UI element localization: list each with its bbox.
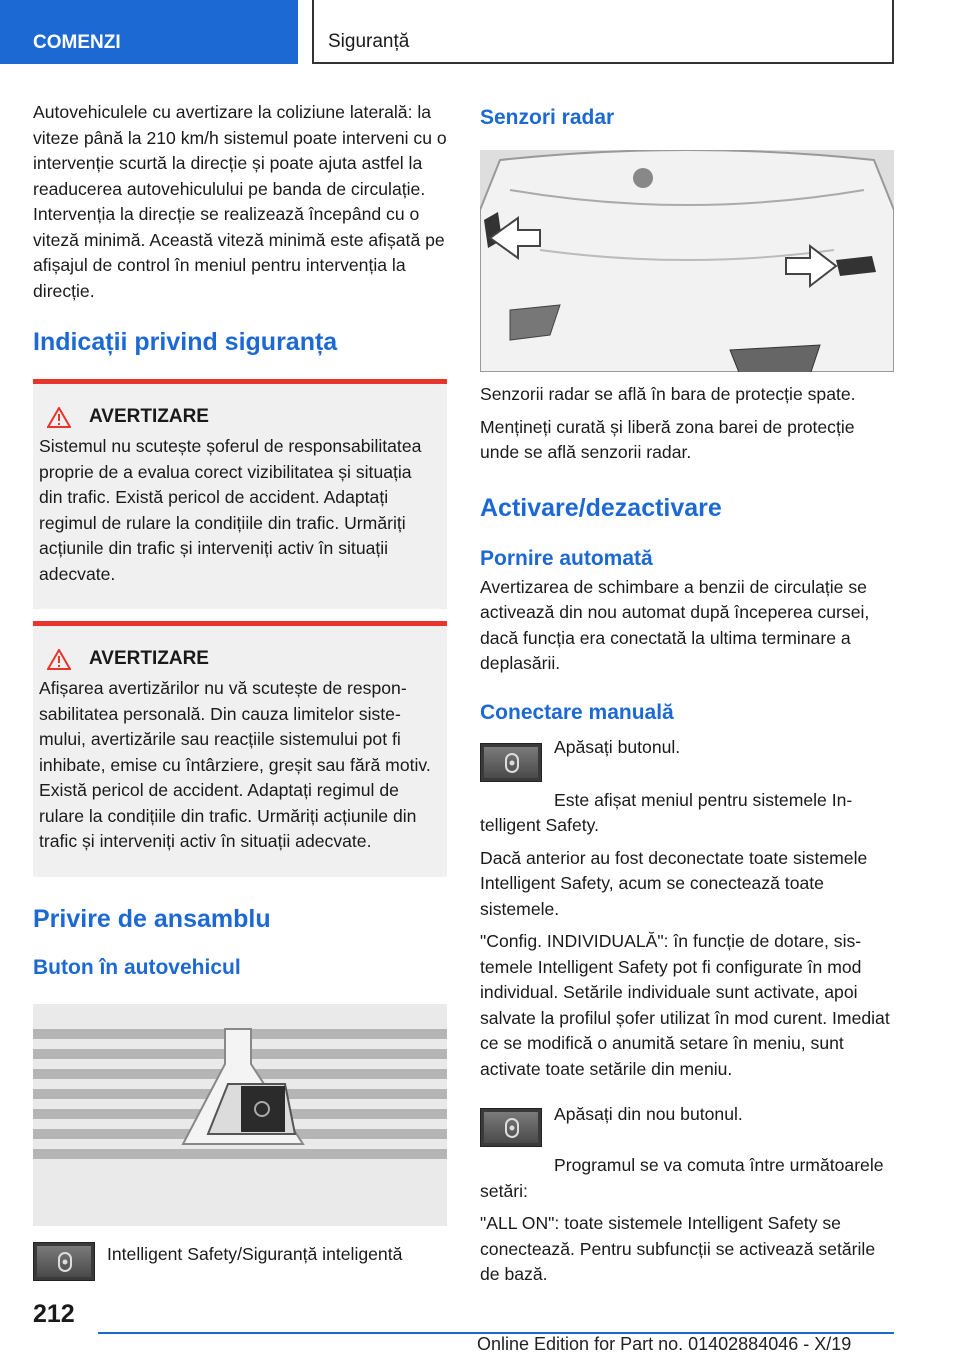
radar-clean-text: Mențineți curată și liberă zona barei de protecție unde se află senzorii radar. bbox=[480, 416, 855, 462]
grille-button-image bbox=[33, 1004, 447, 1226]
section-tab bbox=[0, 0, 298, 64]
warning-triangle-icon bbox=[47, 407, 71, 428]
auto-start-text: Avertizarea de schimbare a benzii de circulație se activează din nou automat după începerea cursei, dacă funcția era conectată la ultima terminare a deplasării. bbox=[480, 576, 870, 673]
warning-box-2 bbox=[33, 621, 447, 877]
page-header bbox=[312, 0, 894, 64]
menu-shown-text: Este afișat meniul pentru sistemele Intelligent Safety. bbox=[480, 789, 853, 835]
press-again-row bbox=[480, 1102, 894, 1147]
auto-start-heading: Pornire automată bbox=[480, 546, 653, 570]
warning-text: Sistemul nu scutește șoferul de responsabilitatea proprie de a evalua corect vizibilitatea și situația din trafic. Există pericol de accident. Adaptați regimul de rulare la condițiile din trafic. Urmăriți acțiunile din trafic și interveniți activ în situații adecvate. bbox=[39, 436, 422, 584]
intelligent-safety-button-icon bbox=[480, 1108, 542, 1147]
button-caption: Intelligent Safety/Siguranță inteligentă bbox=[107, 1244, 403, 1264]
rear-bumper-image bbox=[480, 150, 894, 372]
deconnected-text: Dacă anterior au fost deconectate toate sistemele Intelligent Safety, acum se conectează toate sistemele. bbox=[480, 847, 868, 919]
car-grille-illustration bbox=[33, 1004, 447, 1226]
warning-text: Afișarea avertizărilor nu vă scutește de responsabilitatea personală. Din cauza limitelor sistemului, avertizările sau reacțiile sistemului pot fi inhibate, emise cu întârziere, greșit sau fără motiv. Există pericol de accident. Adaptați regimul de rulare la condițiile din trafic. Urmăriți acțiunile din trafic și interveniți activ în situații adecvate. bbox=[39, 678, 431, 851]
intro-paragraph: Autovehiculele cu avertizare la coliziune laterală: la viteze până la 210 km/h sistemul poate interveni cu o intervenție scurtă la direcție și poate ajuta astfel la readucerea autovehiculului pe banda de circulație. Intervenția la direcție se realizează începând cu o viteză minimă. Această viteză minimă este afișată pe afișajul de control în meniul pentru intervenția la direcție. bbox=[33, 102, 447, 301]
activation-heading: Activare/dezactivare bbox=[480, 493, 722, 522]
button-heading: Buton în autovehicul bbox=[33, 956, 241, 979]
page-number: 212 bbox=[33, 1300, 75, 1328]
program-switch-text: Programul se va comuta între următoarele setări: bbox=[480, 1155, 884, 1201]
press-button-row bbox=[480, 735, 894, 782]
warning-box-1 bbox=[33, 379, 447, 609]
overview-heading: Privire de ansamblu bbox=[33, 905, 271, 933]
footer-edition: Online Edition for Part no. 01402884046 - X/19 bbox=[477, 1334, 852, 1354]
radar-location-text: Senzorii radar se află în bara de protecție spate. bbox=[480, 384, 856, 404]
safety-heading: Indicații privind siguranța bbox=[33, 328, 338, 356]
all-on-text: "ALL ON": toate sistemele Intelligent Safety se conectează. Pentru subfuncții se activează setările de bază. bbox=[480, 1213, 876, 1284]
button-caption-row bbox=[33, 1242, 447, 1281]
warning-triangle-icon bbox=[47, 649, 71, 670]
warning-label: AVERTIZARE bbox=[89, 648, 209, 669]
config-individual-text: "Config. INDIVIDUALĂ": în funcție de dotare, sistemele Intelligent Safety pot fi configurate în mod individual. Setările individuale sunt activate, apoi salvate la profilul șofer utilizat în mod curent. Imediat ce se modifică o anumită setare în meniu, sunt activate toate setările din meniu. bbox=[480, 931, 890, 1079]
press-again-text: Apăsați din nou butonul. bbox=[554, 1104, 743, 1124]
warning-label: AVERTIZARE bbox=[89, 406, 209, 427]
intelligent-safety-button-icon bbox=[33, 1242, 95, 1281]
press-button-text: Apăsați butonul. bbox=[554, 736, 681, 757]
page-header-title: Siguranță bbox=[328, 31, 410, 52]
left-column bbox=[33, 100, 447, 1281]
radar-heading: Senzori radar bbox=[480, 106, 615, 129]
rear-bumper-illustration bbox=[480, 150, 894, 372]
manual-heading: Conectare manuală bbox=[480, 700, 674, 724]
section-label: COMENZI bbox=[33, 32, 121, 53]
intelligent-safety-button-icon bbox=[480, 743, 542, 782]
right-column bbox=[480, 100, 894, 1288]
